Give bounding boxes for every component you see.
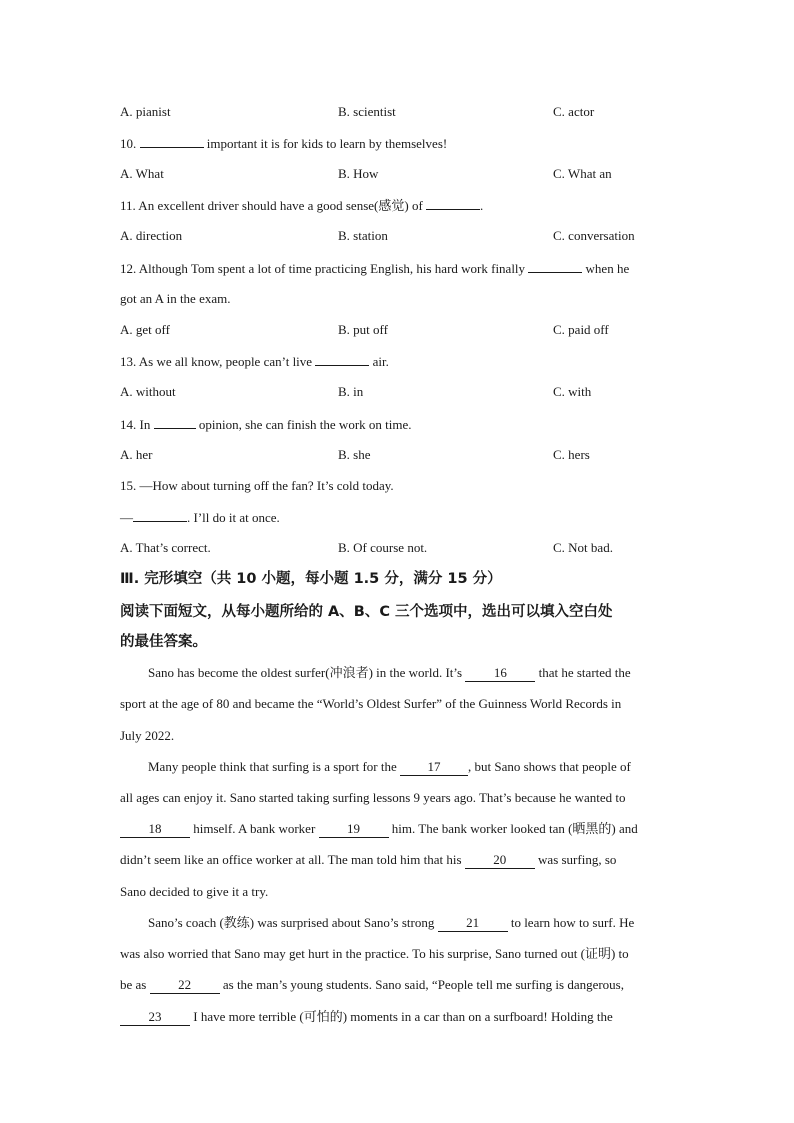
section-instructions: 阅读下面短文，从每小题所给的 A、B、C 三个选项中，选出可以填入空白处 [120,604,613,620]
passage-line [148,759,708,776]
q9-option-c: C. actor [553,104,595,119]
q9-option-b: B. scientist [338,104,396,119]
answer-blank [315,353,369,366]
q12-option-a: A. get off [120,322,170,337]
q11-option-a: A. direction [120,228,183,243]
passage-line [120,1009,680,1026]
question-15: 15. —How about turning off the fan? It’s cold today. [120,478,394,493]
cloze-blank-20: 20 [465,852,535,869]
q12-option-b: B. put off [338,322,388,337]
question-12-line-2: got an A in the exam. [120,291,231,306]
answer-blank [133,509,187,522]
passage-line [120,821,680,838]
passage-text: Many people think that surfing is a sport for the [148,759,397,774]
q14-option-a: A. her [120,447,153,462]
question-14 [120,416,680,433]
q13-option-c: C. with [553,384,592,399]
section-instructions-line-2: 的最佳答案。 [120,634,207,650]
cloze-blank-22: 22 [150,977,220,994]
passage-line [120,852,680,869]
passage-text: , but Sano shows that people of [468,759,631,774]
cloze-blank-21: 21 [438,915,508,932]
q14-option-b: B. she [338,447,371,462]
question-12 [120,260,680,277]
passage-line: July 2022. [120,728,175,743]
question-11 [120,197,680,214]
passage-text: Sano’s coach (教练) was surprised about Sano’s strong [148,915,435,930]
q13-option-b: B. in [338,384,364,399]
q10-option-b: B. How [338,166,379,181]
q14-option-c: C. hers [553,447,590,462]
q13-option-a: A. without [120,384,176,399]
answer-blank [528,260,582,273]
passage-line: sport at the age of 80 and became the “World’s Oldest Surfer” of the Guinness World Records in [120,696,622,711]
passage-line [148,665,708,682]
cloze-blank-17: 17 [400,759,468,776]
q11-option-c: C. conversation [553,228,635,243]
question-text-end: . I’ll do it at once. [187,510,280,525]
question-text-end: opinion, she can finish the work on time. [198,417,412,432]
answer-blank [426,197,480,210]
answer-blank [140,135,204,148]
passage-text: be as [120,977,147,992]
passage-line [120,977,680,994]
section-title: Ⅲ. 完形填空（共 10 小题，每小题 1.5 分，满分 15 分） [120,571,502,587]
cloze-blank-23: 23 [120,1009,190,1026]
dialogue-dash: — [120,510,133,525]
cloze-blank-16: 16 [465,665,535,682]
question-15-line-2 [120,509,680,526]
passage-text: Sano has become the oldest surfer(冲浪者) in the world. It’s [148,665,463,680]
cloze-blank-19: 19 [319,821,389,838]
q9-option-a: A. pianist [120,104,171,119]
passage-line: all ages can enjoy it. Sano started taking surfing lessons 9 years ago. That’s because he wanted to [120,790,626,805]
question-text: 14. In [120,417,151,432]
question-text: important it is for kids to learn by themselves! [206,136,448,151]
passage-text: that he started the [538,665,631,680]
passage-text: him. The bank worker looked tan (晒黑的) and [391,821,638,836]
q15-option-b: B. Of course not. [338,540,428,555]
passage-text: himself. A bank worker [193,821,316,836]
passage-line: Sano decided to give it a try. [120,884,269,899]
question-text: 13. As we all know, people can’t live [120,354,313,369]
question-13 [120,353,680,370]
q10-option-a: A. What [120,166,164,181]
passage-text: didn’t seem like an office worker at all. The man told him that his [120,852,462,867]
passage-text: as the man’s young students. Sano said, “People tell me surfing is dangerous, [222,977,624,992]
q10-option-c: C. What an [553,166,612,181]
q12-option-c: C. paid off [553,322,609,337]
question-number: 10. [120,136,137,151]
passage-text: was surfing, so [538,852,617,867]
question-text-end: when he [585,261,630,276]
passage-text: to learn how to surf. He [510,915,635,930]
cloze-blank-18: 18 [120,821,190,838]
question-text: 12. Although Tom spent a lot of time practicing English, his hard work finally [120,261,526,276]
q15-option-c: C. Not bad. [553,540,613,555]
answer-blank [154,416,196,429]
passage-text: I have more terrible (可怕的) moments in a car than on a surfboard! Holding the [193,1009,613,1024]
question-text: 11. An excellent driver should have a good sense(感觉) of [120,198,423,213]
question-text-end: air. [372,354,389,369]
q11-option-b: B. station [338,228,388,243]
question-10 [120,135,680,152]
passage-line: was also worried that Sano may get hurt in the practice. To his surprise, Sano turned out (证明) to [120,946,629,961]
question-text-end: . [480,198,484,213]
passage-line [148,915,708,932]
q15-option-a: A. That’s correct. [120,540,211,555]
